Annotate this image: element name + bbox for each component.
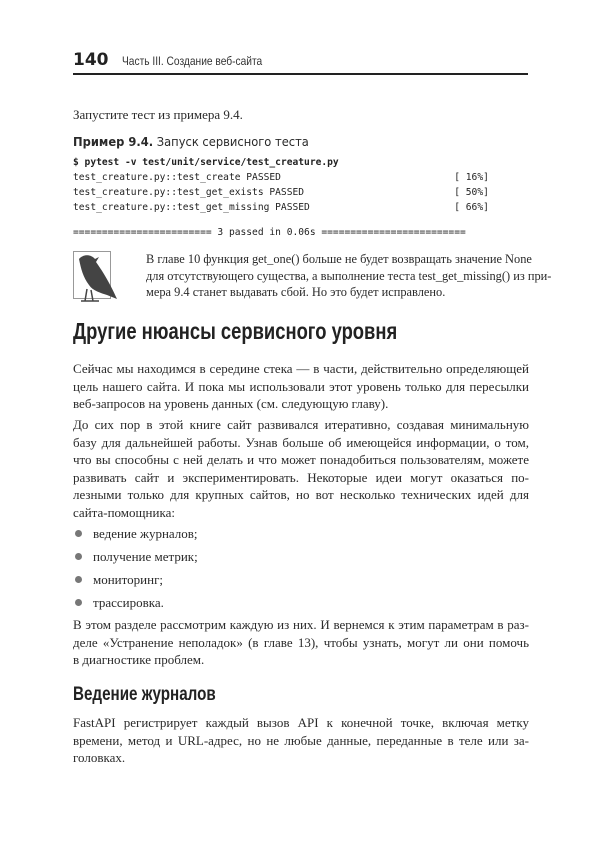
- code-command: $ pytest -v test/unit/service/test_creature.py: [73, 157, 339, 168]
- bullet-icon: [75, 553, 82, 560]
- running-title: Часть III. Создание веб-сайта: [122, 54, 263, 68]
- paragraph: [73, 714, 529, 767]
- text-line: FastAPI регистрирует каждый вызов API к конечной точке, включая метку: [73, 715, 529, 730]
- list-item-text: мониторинг;: [93, 571, 164, 587]
- example-caption: [73, 134, 309, 149]
- bullet-list: [73, 522, 198, 614]
- text-line: что вы способны с ней делать и что может понадобиться пользователям, можете: [73, 452, 529, 467]
- text-line: сайта-помощника:: [73, 504, 175, 520]
- list-item: [73, 522, 198, 545]
- list-item: [73, 545, 198, 568]
- bullet-icon: [75, 576, 82, 583]
- text-line: развивать сайт и экспериментировать. Некоторые идеи могут оказаться по-: [73, 469, 529, 485]
- code-output-line: test_creature.py::test_get_exists PASSED [ 50%]: [73, 187, 489, 198]
- code-output-line: test_creature.py::test_create PASSED [ 16%]: [73, 172, 489, 183]
- example-label: Пример 9.4.: [73, 134, 154, 149]
- text-line: в диагностике проблем.: [73, 652, 205, 667]
- text-line: веб-запросов на уровень данных (см. следующую главу).: [73, 396, 389, 411]
- text-line: базу для дальнейшей работы. Узнав больше об имеющейся информации, о том,: [73, 434, 529, 450]
- header-rule: [73, 73, 528, 75]
- text-line: цель нашего сайта. И пока мы использовали этот уровень только для пересылки: [73, 378, 529, 394]
- section-heading: Другие нюансы сервисного уровня: [73, 318, 398, 344]
- list-item-text: получение метрик;: [93, 548, 198, 564]
- list-item: [73, 568, 198, 591]
- example-title: Запуск сервисного теста: [156, 134, 309, 149]
- list-item-text: ведение журналов;: [93, 525, 198, 541]
- text-line: Сейчас мы находимся в середине стека — в части, действительно определяющей: [73, 361, 529, 376]
- note-text: [146, 251, 552, 301]
- paragraph: [73, 616, 529, 669]
- code-summary: ======================== 3 passed in 0.06s =========================: [73, 227, 466, 238]
- note-line: для отсутствующего существа, а выполнение теста test_get_missing() из при-: [146, 268, 552, 283]
- code-output-line: test_creature.py::test_get_missing PASSED [ 66%]: [73, 202, 489, 213]
- text-line: времени, метод и URL-адрес, но не любые данные, переданные в теле или за-: [73, 732, 529, 748]
- crow-icon: [73, 251, 123, 303]
- list-item: [73, 591, 198, 614]
- text-line: До сих пор в этой книге сайт развивался итеративно, создавая минимальную: [73, 417, 529, 432]
- paragraph: [73, 416, 529, 521]
- bullet-icon: [75, 599, 82, 606]
- text-line: головках.: [73, 750, 126, 765]
- text-line: В этом разделе рассмотрим каждую из них. И вернемся к этим параметрам в раз-: [73, 617, 529, 632]
- page-number: 140: [73, 50, 109, 70]
- text-line: лезными только для крупных сайтов, но вот несколько технических идей для: [73, 487, 529, 502]
- note-line: мера 9.4 станет выдавать сбой. Но это будет исправлено.: [146, 285, 446, 299]
- bullet-icon: [75, 530, 82, 537]
- list-item-text: трассировка.: [93, 594, 164, 610]
- paragraph: [73, 360, 529, 413]
- code-block: [73, 155, 489, 244]
- note-line: В главе 10 функция get_one() больше не будет возвращать значение None: [146, 252, 532, 266]
- text-line: деле «Устранение неполадок» (в главе 13), чтобы узнать, могут ли они помочь: [73, 634, 529, 650]
- subsection-heading: Ведение журналов: [73, 684, 216, 705]
- intro-text: Запустите тест из примера 9.4.: [73, 107, 243, 122]
